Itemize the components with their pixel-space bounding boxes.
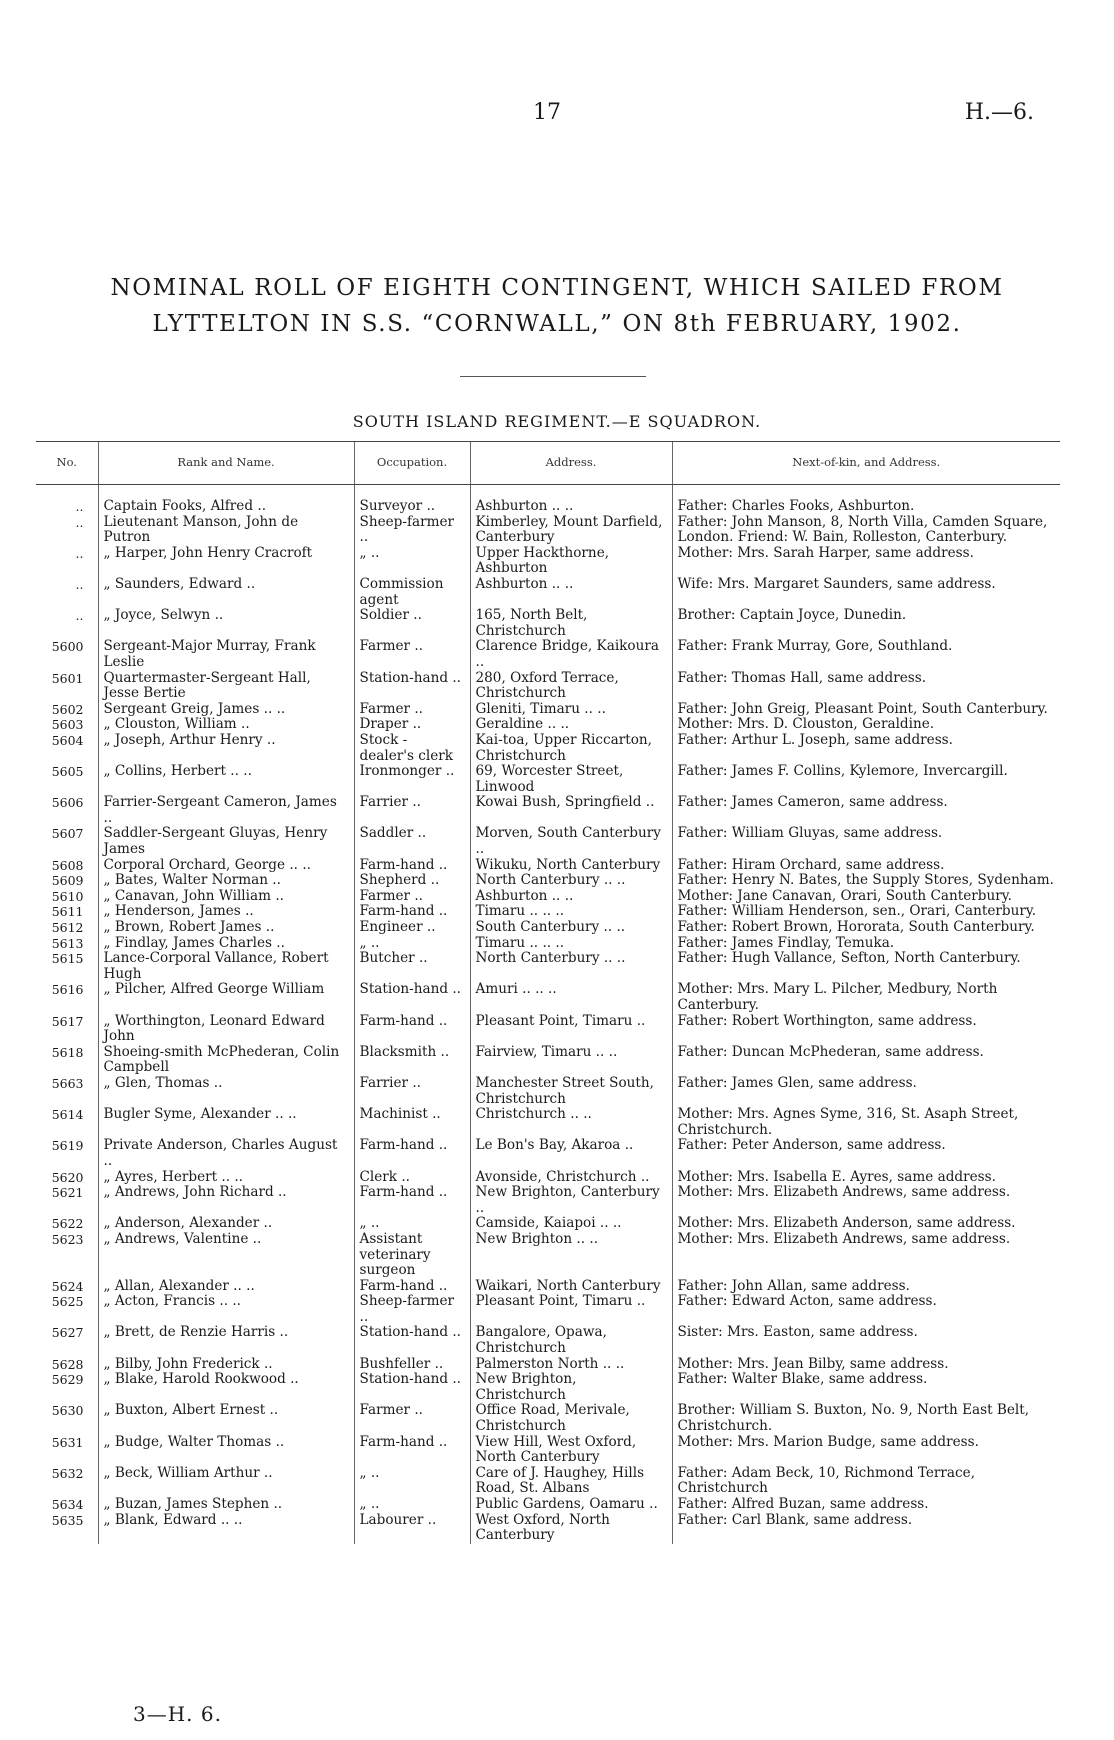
cell-address: Public Gardens, Oamaru .. — [470, 1497, 672, 1513]
cell-rank-name: „ Saunders, Edward .. — [98, 577, 354, 608]
cell-rank-name: Lance-Corporal Vallance, Robert Hugh — [98, 951, 354, 982]
cell-address: West Oxford, North Canterbury — [470, 1513, 672, 1544]
cell-occupation: Farm-hand .. — [354, 1279, 470, 1295]
cell-address: Ashburton .. .. — [470, 889, 672, 905]
table-row — [36, 546, 1060, 577]
cell-occupation: Farm-hand .. — [354, 858, 470, 874]
cell-next-of-kin: Mother: Mrs. Mary L. Pilcher, Medbury, North Canterbury. — [672, 982, 1060, 1013]
cell-rank-name: „ Acton, Francis .. .. — [98, 1294, 354, 1325]
cell-rank-name: „ Canavan, John William .. — [98, 889, 354, 905]
table-row — [36, 1232, 1060, 1279]
cell-rank-name: „ Joseph, Arthur Henry .. — [98, 733, 354, 764]
column-header-next-of-kin: Next-of-kin, and Address. — [672, 442, 1060, 485]
cell-rank-name: Private Anderson, Charles August .. — [98, 1138, 354, 1169]
cell-occupation: Clerk .. — [354, 1170, 470, 1186]
cell-next-of-kin: Mother: Mrs. Isabella E. Ayres, same address. — [672, 1170, 1060, 1186]
table-row — [36, 982, 1060, 1013]
cell-next-of-kin: Father: Peter Anderson, same address. — [672, 1138, 1060, 1169]
cell-address: Clarence Bridge, Kaikoura .. — [470, 639, 672, 670]
cell-next-of-kin: Mother: Jane Canavan, Orari, South Canterbury. — [672, 889, 1060, 905]
cell-next-of-kin: Mother: Mrs. Elizabeth Andrews, same address. — [672, 1232, 1060, 1279]
table-row — [36, 1513, 1060, 1544]
cell-occupation: Station-hand .. — [354, 671, 470, 702]
cell-occupation: Farmer .. — [354, 702, 470, 718]
table-row — [36, 1279, 1060, 1295]
table-row — [36, 1325, 1060, 1356]
cell-address: South Canterbury .. .. — [470, 920, 672, 936]
cell-address: North Canterbury .. .. — [470, 873, 672, 889]
cell-no: 5604 — [51, 732, 84, 748]
table-row — [36, 1466, 1060, 1497]
cell-address: Wikuku, North Canterbury — [470, 858, 672, 874]
cell-no: 5602 — [51, 701, 84, 717]
cell-no: 5600 — [51, 639, 84, 655]
table-body — [36, 485, 1060, 1544]
cell-address: Kai-toa, Upper Riccarton, Christchurch — [470, 733, 672, 764]
cell-address: Fairview, Timaru .. .. — [470, 1045, 672, 1076]
table-row — [36, 733, 1060, 764]
table-row — [36, 639, 1060, 670]
cell-address: 165, North Belt, Christchurch — [470, 608, 672, 639]
cell-next-of-kin: Father: William Gluyas, same address. — [672, 826, 1060, 857]
cell-next-of-kin: Brother: William S. Buxton, No. 9, North East Belt, Christchurch. — [672, 1403, 1060, 1434]
cell-rank-name: Quartermaster-Sergeant Hall, Jesse Bertie — [98, 671, 354, 702]
table-row — [36, 1138, 1060, 1169]
cell-occupation: Engineer .. — [354, 920, 470, 936]
cell-no: 5610 — [51, 888, 84, 904]
table-row — [36, 795, 1060, 826]
cell-rank-name: „ Findlay, James Charles .. — [98, 936, 354, 952]
cell-rank-name: „ Joyce, Selwyn .. — [98, 608, 354, 639]
cell-next-of-kin: Father: James Findlay, Temuka. — [672, 936, 1060, 952]
cell-no: 5615 — [51, 951, 84, 967]
cell-rank-name: „ Collins, Herbert .. .. — [98, 764, 354, 795]
title-divider — [460, 376, 646, 377]
cell-rank-name: „ Andrews, Valentine .. — [98, 1232, 354, 1279]
table-row — [36, 1014, 1060, 1045]
cell-rank-name: „ Bates, Walter Norman .. — [98, 873, 354, 889]
cell-next-of-kin: Father: Thomas Hall, same address. — [672, 671, 1060, 702]
column-header-occupation: Occupation. — [354, 442, 470, 485]
cell-next-of-kin: Father: Edward Acton, same address. — [672, 1294, 1060, 1325]
cell-rank-name: Corporal Orchard, George .. .. — [98, 858, 354, 874]
cell-occupation: Farm-hand .. — [354, 1435, 470, 1466]
cell-no: 5623 — [51, 1231, 84, 1247]
cell-occupation: Draper .. — [354, 717, 470, 733]
cell-next-of-kin: Mother: Mrs. Sarah Harper, same address. — [672, 546, 1060, 577]
cell-no: 5618 — [51, 1044, 84, 1060]
cell-rank-name: Sergeant Greig, James .. .. — [98, 702, 354, 718]
cell-address: Ashburton .. .. — [470, 577, 672, 608]
title-line-1: NOMINAL ROLL OF EIGHTH CONTINGENT, WHICH SAILED FROM — [110, 275, 1004, 301]
document-title — [70, 270, 1044, 342]
table-row — [36, 515, 1060, 546]
cell-no: .. — [75, 499, 84, 514]
cell-rank-name: „ Brown, Robert James .. — [98, 920, 354, 936]
cell-rank-name: „ Blank, Edward .. .. — [98, 1513, 354, 1544]
table-row — [36, 608, 1060, 639]
column-header-rank-name: Rank and Name. — [98, 442, 354, 485]
cell-address: 69, Worcester Street, Linwood — [470, 764, 672, 795]
cell-next-of-kin: Father: Frank Murray, Gore, Southland. — [672, 639, 1060, 670]
column-header-address: Address. — [470, 442, 672, 485]
cell-no: 5601 — [51, 670, 84, 686]
cell-address: 280, Oxford Terrace, Christchurch — [470, 671, 672, 702]
cell-address: Palmerston North .. .. — [470, 1357, 672, 1373]
cell-rank-name: „ Brett, de Renzie Harris .. — [98, 1325, 354, 1356]
table-row — [36, 951, 1060, 982]
cell-address: Pleasant Point, Timaru .. — [470, 1014, 672, 1045]
cell-occupation: Ironmonger .. — [354, 764, 470, 795]
cell-address: Timaru .. .. .. — [470, 936, 672, 952]
cell-occupation: Blacksmith .. — [354, 1045, 470, 1076]
table-row — [36, 1497, 1060, 1513]
cell-rank-name: Captain Fooks, Alfred .. — [98, 485, 354, 515]
table-row — [36, 1170, 1060, 1186]
cell-no: 5619 — [51, 1138, 84, 1154]
table-row — [36, 1107, 1060, 1138]
table-row — [36, 1357, 1060, 1373]
cell-next-of-kin: Father: Robert Worthington, same address. — [672, 1014, 1060, 1045]
column-header-no: No. — [36, 442, 98, 485]
cell-next-of-kin: Father: Alfred Buzan, same address. — [672, 1497, 1060, 1513]
cell-occupation: Stock - dealer's clerk — [354, 733, 470, 764]
cell-rank-name: „ Glen, Thomas .. — [98, 1076, 354, 1107]
cell-no: .. — [75, 608, 84, 624]
cell-address: Le Bon's Bay, Akaroa .. — [470, 1138, 672, 1169]
table-row — [36, 889, 1060, 905]
table-row — [36, 858, 1060, 874]
cell-next-of-kin: Father: James F. Collins, Kylemore, Invercargill. — [672, 764, 1060, 795]
cell-no: 5617 — [51, 1013, 84, 1029]
cell-rank-name: „ Anderson, Alexander .. — [98, 1216, 354, 1232]
cell-rank-name: „ Allan, Alexander .. .. — [98, 1279, 354, 1295]
cell-occupation: Farmer .. — [354, 639, 470, 670]
cell-occupation: Surveyor .. — [354, 485, 470, 515]
cell-no: 5620 — [51, 1169, 84, 1185]
cell-no: 5614 — [51, 1107, 84, 1123]
cell-occupation: „ .. — [354, 1497, 470, 1513]
cell-occupation: Bushfeller .. — [354, 1357, 470, 1373]
cell-no: 5605 — [51, 764, 84, 780]
table-row — [36, 577, 1060, 608]
cell-address: Care of J. Haughey, Hills Road, St. Albans — [470, 1466, 672, 1497]
cell-occupation: „ .. — [354, 1216, 470, 1232]
cell-rank-name: „ Ayres, Herbert .. .. — [98, 1170, 354, 1186]
cell-occupation: Farm-hand .. — [354, 904, 470, 920]
table-row — [36, 1076, 1060, 1107]
cell-no: 5609 — [51, 873, 84, 889]
footer-signature: 3—H. 6. — [133, 1702, 222, 1726]
cell-no: 5624 — [51, 1278, 84, 1294]
page-number: 17 — [533, 100, 561, 125]
cell-occupation: Butcher .. — [354, 951, 470, 982]
cell-rank-name: „ Beck, William Arthur .. — [98, 1466, 354, 1497]
cell-next-of-kin: Mother: Mrs. Elizabeth Anderson, same address. — [672, 1216, 1060, 1232]
cell-address: Avonside, Christchurch .. — [470, 1170, 672, 1186]
cell-next-of-kin: Mother: Mrs. D. Clouston, Geraldine. — [672, 717, 1060, 733]
cell-rank-name: „ Pilcher, Alfred George William — [98, 982, 354, 1013]
cell-next-of-kin: Father: Carl Blank, same address. — [672, 1513, 1060, 1544]
cell-address: Camside, Kaiapoi .. .. — [470, 1216, 672, 1232]
cell-next-of-kin: Father: James Glen, same address. — [672, 1076, 1060, 1107]
table-row — [36, 873, 1060, 889]
cell-next-of-kin: Father: John Manson, 8, North Villa, Camden Square, London. Friend: W. Bain, Rolleston, Canterbury. — [672, 515, 1060, 546]
cell-occupation: „ .. — [354, 546, 470, 577]
table-row — [36, 920, 1060, 936]
cell-no: 5621 — [51, 1185, 84, 1201]
cell-no: 5663 — [51, 1075, 84, 1091]
table-row — [36, 826, 1060, 857]
table-row — [36, 936, 1060, 952]
cell-no: 5606 — [51, 795, 84, 811]
cell-occupation: Station-hand .. — [354, 1325, 470, 1356]
cell-rank-name: „ Harper, John Henry Cracroft — [98, 546, 354, 577]
cell-no: 5613 — [51, 935, 84, 951]
cell-next-of-kin: Father: Hugh Vallance, Sefton, North Canterbury. — [672, 951, 1060, 982]
cell-rank-name: Saddler-Sergeant Gluyas, Henry James — [98, 826, 354, 857]
cell-no: 5630 — [51, 1403, 84, 1419]
table-row — [36, 1216, 1060, 1232]
cell-next-of-kin: Mother: Mrs. Marion Budge, same address. — [672, 1435, 1060, 1466]
cell-no: 5622 — [51, 1216, 84, 1232]
cell-rank-name: Bugler Syme, Alexander .. .. — [98, 1107, 354, 1138]
cell-rank-name: „ Buzan, James Stephen .. — [98, 1497, 354, 1513]
cell-address: Geraldine .. .. — [470, 717, 672, 733]
cell-no: 5631 — [51, 1434, 84, 1450]
table-row — [36, 1403, 1060, 1434]
cell-rank-name: „ Henderson, James .. — [98, 904, 354, 920]
cell-address: Kowai Bush, Springfield .. — [470, 795, 672, 826]
cell-occupation: Station-hand .. — [354, 982, 470, 1013]
cell-no: .. — [75, 576, 84, 592]
cell-occupation: Farmer .. — [354, 889, 470, 905]
cell-address: Office Road, Merivale, Christchurch — [470, 1403, 672, 1434]
section-heading: SOUTH ISLAND REGIMENT.—E SQUADRON. — [352, 412, 762, 431]
cell-no: 5634 — [51, 1497, 84, 1512]
cell-address: Manchester Street South, Christchurch — [470, 1076, 672, 1107]
cell-next-of-kin: Father: Duncan McPhederan, same address. — [672, 1045, 1060, 1076]
cell-rank-name: Sergeant-Major Murray, Frank Leslie — [98, 639, 354, 670]
cell-occupation: Farrier .. — [354, 795, 470, 826]
cell-address: View Hill, West Oxford, North Canterbury — [470, 1435, 672, 1466]
cell-next-of-kin: Mother: Mrs. Agnes Syme, 316, St. Asaph Street, Christchurch. — [672, 1107, 1060, 1138]
table-row — [36, 671, 1060, 702]
cell-next-of-kin: Father: Arthur L. Joseph, same address. — [672, 733, 1060, 764]
cell-next-of-kin: Father: John Allan, same address. — [672, 1279, 1060, 1295]
cell-next-of-kin: Father: James Cameron, same address. — [672, 795, 1060, 826]
cell-next-of-kin: Father: Walter Blake, same address. — [672, 1372, 1060, 1403]
cell-rank-name: „ Budge, Walter Thomas .. — [98, 1435, 354, 1466]
cell-next-of-kin: Father: Robert Brown, Hororata, South Canterbury. — [672, 920, 1060, 936]
cell-no: 5603 — [51, 717, 84, 733]
cell-address: Bangalore, Opawa, Christchurch — [470, 1325, 672, 1356]
cell-no: 5627 — [51, 1325, 84, 1341]
nominal-roll-table — [36, 441, 1060, 1544]
cell-address: Upper Hackthorne, Ashburton — [470, 546, 672, 577]
cell-no: 5635 — [51, 1512, 84, 1528]
table-row — [36, 702, 1060, 718]
table-row — [36, 1294, 1060, 1325]
cell-rank-name: Farrier-Sergeant Cameron, James .. — [98, 795, 354, 826]
cell-occupation: „ .. — [354, 1466, 470, 1497]
cell-rank-name: „ Bilby, John Frederick .. — [98, 1357, 354, 1373]
cell-address: Timaru .. .. .. — [470, 904, 672, 920]
cell-address: Christchurch .. .. — [470, 1107, 672, 1138]
cell-no: 5629 — [51, 1372, 84, 1388]
table-header-row — [36, 442, 1060, 485]
cell-rank-name: „ Worthington, Leonard Edward John — [98, 1014, 354, 1045]
cell-address: Ashburton .. .. — [470, 485, 672, 515]
cell-occupation: Shepherd .. — [354, 873, 470, 889]
cell-no: .. — [75, 545, 84, 561]
cell-rank-name: Lieutenant Manson, John de Putron — [98, 515, 354, 546]
cell-no: 5608 — [51, 857, 84, 873]
table-row — [36, 1435, 1060, 1466]
cell-occupation: Soldier .. — [354, 608, 470, 639]
cell-next-of-kin: Mother: Mrs. Elizabeth Andrews, same address. — [672, 1185, 1060, 1216]
cell-no: 5611 — [51, 904, 84, 920]
cell-no: 5607 — [51, 826, 84, 842]
cell-next-of-kin: Mother: Mrs. Jean Bilby, same address. — [672, 1357, 1060, 1373]
cell-occupation: Labourer .. — [354, 1513, 470, 1544]
cell-rank-name: „ Clouston, William .. — [98, 717, 354, 733]
cell-address: Waikari, North Canterbury — [470, 1279, 672, 1295]
cell-occupation: „ .. — [354, 936, 470, 952]
cell-occupation: Farrier .. — [354, 1076, 470, 1107]
table-row — [36, 1372, 1060, 1403]
cell-next-of-kin: Father: William Henderson, sen., Orari, Canterbury. — [672, 904, 1060, 920]
cell-next-of-kin: Brother: Captain Joyce, Dunedin. — [672, 608, 1060, 639]
cell-next-of-kin: Sister: Mrs. Easton, same address. — [672, 1325, 1060, 1356]
cell-occupation: Machinist .. — [354, 1107, 470, 1138]
cell-occupation: Sheep-farmer .. — [354, 515, 470, 546]
cell-address: North Canterbury .. .. — [470, 951, 672, 982]
table-row — [36, 904, 1060, 920]
cell-address: Kimberley, Mount Darfield, Canterbury — [470, 515, 672, 546]
cell-occupation: Farm-hand .. — [354, 1138, 470, 1169]
table-row — [36, 764, 1060, 795]
cell-occupation: Saddler .. — [354, 826, 470, 857]
cell-address: Morven, South Canterbury .. — [470, 826, 672, 857]
cell-no: .. — [75, 514, 84, 530]
cell-no: 5616 — [51, 982, 84, 998]
table-row — [36, 717, 1060, 733]
cell-occupation: Farmer .. — [354, 1403, 470, 1434]
cell-no: 5632 — [51, 1465, 84, 1481]
cell-address: Gleniti, Timaru .. .. — [470, 702, 672, 718]
cell-no: 5612 — [51, 920, 84, 936]
cell-rank-name: „ Buxton, Albert Ernest .. — [98, 1403, 354, 1434]
cell-occupation: Station-hand .. — [354, 1372, 470, 1403]
table-row — [36, 485, 1060, 515]
cell-next-of-kin: Father: Hiram Orchard, same address. — [672, 858, 1060, 874]
cell-next-of-kin: Father: Charles Fooks, Ashburton. — [672, 485, 1060, 515]
cell-next-of-kin: Father: John Greig, Pleasant Point, South Canterbury. — [672, 702, 1060, 718]
table-row — [36, 1185, 1060, 1216]
cell-no: 5625 — [51, 1294, 84, 1310]
cell-address: Pleasant Point, Timaru .. — [470, 1294, 672, 1325]
title-line-2: LYTTELTON IN S.S. “CORNWALL,” ON 8th FEBRUARY, 1902. — [152, 311, 962, 337]
cell-occupation: Commission agent — [354, 577, 470, 608]
cell-next-of-kin: Wife: Mrs. Margaret Saunders, same address. — [672, 577, 1060, 608]
cell-rank-name: „ Blake, Harold Rookwood .. — [98, 1372, 354, 1403]
cell-next-of-kin: Father: Henry N. Bates, the Supply Stores, Sydenham. — [672, 873, 1060, 889]
cell-address: New Brighton, Christchurch — [470, 1372, 672, 1403]
cell-occupation: Assistant veterinary surgeon — [354, 1232, 470, 1279]
cell-rank-name: „ Andrews, John Richard .. — [98, 1185, 354, 1216]
cell-no: 5628 — [51, 1356, 84, 1372]
cell-address: Amuri .. .. .. — [470, 982, 672, 1013]
cell-next-of-kin: Father: Adam Beck, 10, Richmond Terrace, Christchurch — [672, 1466, 1060, 1497]
cell-address: New Brighton .. .. — [470, 1232, 672, 1279]
document-reference: H.—6. — [964, 100, 1034, 125]
cell-occupation: Farm-hand .. — [354, 1014, 470, 1045]
cell-occupation: Sheep-farmer .. — [354, 1294, 470, 1325]
cell-occupation: Farm-hand .. — [354, 1185, 470, 1216]
table-row — [36, 1045, 1060, 1076]
cell-rank-name: Shoeing-smith McPhederan, Colin Campbell — [98, 1045, 354, 1076]
cell-address: New Brighton, Canterbury .. — [470, 1185, 672, 1216]
